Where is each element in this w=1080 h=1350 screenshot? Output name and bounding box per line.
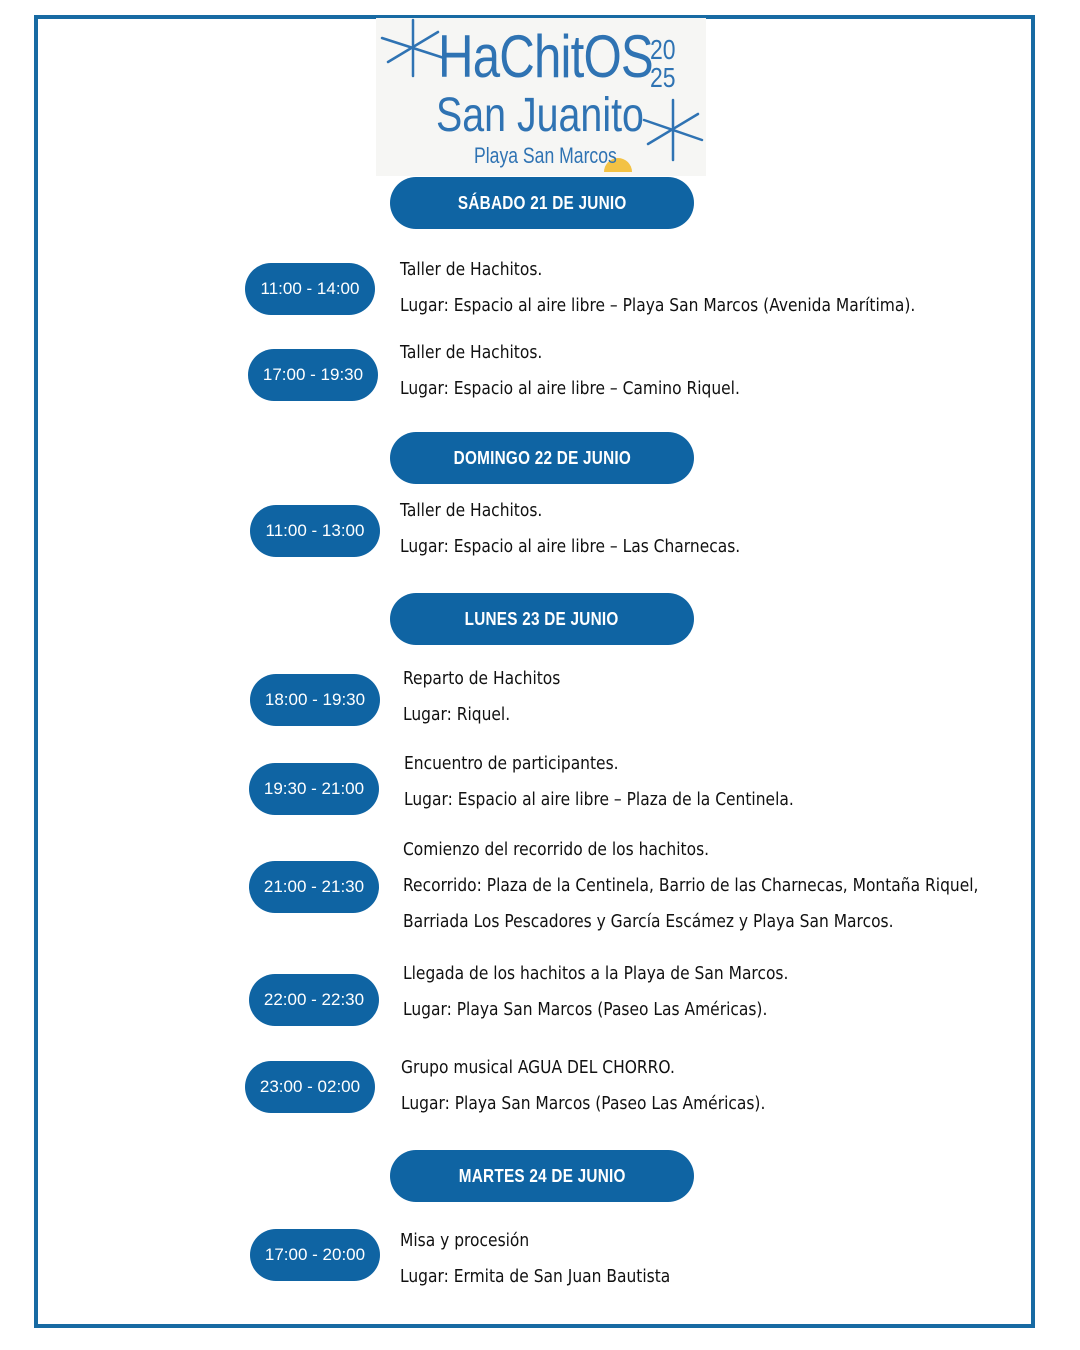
event-title: Reparto de Hachitos — [403, 668, 561, 689]
event-location: Lugar: Espacio al aire libre – Las Charnecas. — [400, 536, 741, 557]
day-label: MARTES 24 DE JUNIO — [458, 1165, 626, 1186]
event-time-pill: 21:00 - 21:30 — [249, 861, 379, 913]
logo-year-bottom: 25 — [650, 62, 676, 93]
event-title: Taller de Hachitos. — [400, 500, 543, 521]
event-title: Grupo musical AGUA DEL CHORRO. — [401, 1057, 675, 1078]
day-banner-sunday — [390, 432, 694, 484]
event-title: Misa y procesión — [400, 1230, 530, 1251]
event-time-pill: 19:30 - 21:00 — [249, 763, 379, 815]
day-label: LUNES 23 DE JUNIO — [465, 608, 619, 629]
event-time-pill: 17:00 - 20:00 — [250, 1229, 380, 1281]
logo-year-top: 20 — [650, 34, 676, 65]
event-time-pill: 18:00 - 19:30 — [250, 674, 380, 726]
event-location: Lugar: Playa San Marcos (Paseo Las Américas). — [401, 1093, 766, 1114]
sparkle-star-icon — [640, 98, 706, 162]
day-banner-monday — [390, 593, 694, 645]
event-route-continued: Barriada Los Pescadores y García Escámez y Playa San Marcos. — [403, 911, 894, 932]
event-location: Lugar: Espacio al aire libre – Playa San Marcos (Avenida Marítima). — [400, 295, 916, 316]
day-banner-saturday — [390, 177, 694, 229]
event-time-pill: 23:00 - 02:00 — [245, 1061, 375, 1113]
day-label: SÁBADO 21 DE JUNIO — [457, 192, 627, 213]
event-location: Lugar: Ermita de San Juan Bautista — [400, 1266, 671, 1287]
logo-year — [650, 36, 680, 92]
event-title: Taller de Hachitos. — [400, 259, 543, 280]
event-location: Lugar: Playa San Marcos (Paseo Las Américas). — [403, 999, 768, 1020]
event-title: Taller de Hachitos. — [400, 342, 543, 363]
event-location: Lugar: Riquel. — [403, 704, 511, 725]
event-time-pill: 17:00 - 19:30 — [248, 349, 378, 401]
day-label: DOMINGO 22 DE JUNIO — [453, 447, 631, 468]
event-time-pill: 22:00 - 22:30 — [249, 974, 379, 1026]
event-title: Encuentro de participantes. — [404, 753, 619, 774]
event-time-pill: 11:00 - 14:00 — [245, 263, 375, 315]
event-title: Llegada de los hachitos a la Playa de San Marcos. — [403, 963, 789, 984]
event-logo — [376, 18, 706, 176]
event-location: Lugar: Espacio al aire libre – Camino Riquel. — [400, 378, 740, 399]
event-location: Lugar: Espacio al aire libre – Plaza de la Centinela. — [404, 789, 794, 810]
logo-title-line1: HaChitOS — [438, 23, 653, 90]
event-title: Comienzo del recorrido de los hachitos. — [403, 839, 710, 860]
logo-subtitle: Playa San Marcos — [474, 143, 617, 168]
logo-title-line2: San Juanito — [436, 89, 644, 142]
day-banner-tuesday — [390, 1150, 694, 1202]
event-time-pill: 11:00 - 13:00 — [250, 505, 380, 557]
event-route: Recorrido: Plaza de la Centinela, Barrio de las Charnecas, Montaña Riquel, — [403, 875, 979, 896]
